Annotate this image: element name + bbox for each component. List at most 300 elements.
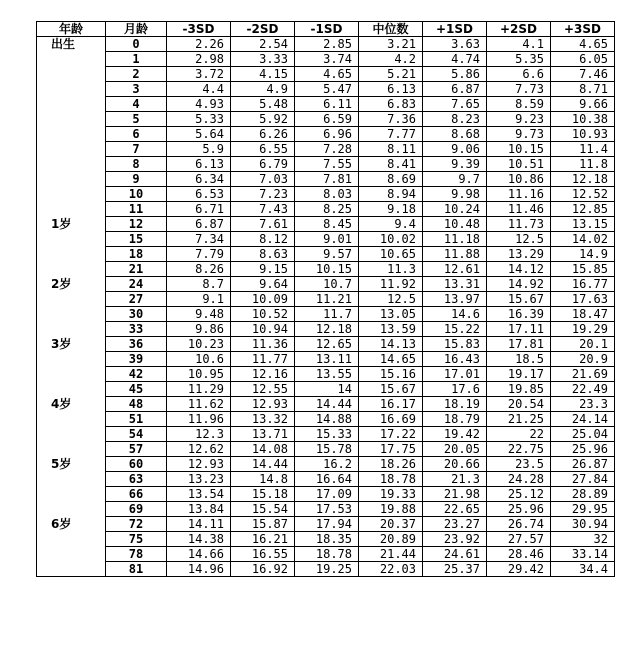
value-median: 19.33 [359, 487, 423, 502]
age-label [37, 352, 106, 367]
value-minus-3sd: 2.98 [167, 52, 231, 67]
value-minus-2sd: 7.23 [231, 187, 295, 202]
value-median: 16.69 [359, 412, 423, 427]
value-minus-1sd: 15.78 [295, 442, 359, 457]
value-minus-1sd: 14 [295, 382, 359, 397]
value-plus-1sd: 18.19 [423, 397, 487, 412]
value-plus-2sd: 4.1 [487, 37, 551, 52]
age-label [37, 292, 106, 307]
table-row [37, 427, 615, 442]
month-cell: 27 [106, 292, 167, 307]
age-label [37, 127, 106, 142]
table-row [37, 232, 615, 247]
value-minus-1sd: 4.65 [295, 67, 359, 82]
value-plus-2sd: 19.85 [487, 382, 551, 397]
value-minus-1sd: 10.15 [295, 262, 359, 277]
value-median: 8.11 [359, 142, 423, 157]
value-plus-1sd: 17.6 [423, 382, 487, 397]
value-plus-2sd: 25.96 [487, 502, 551, 517]
month-cell: 63 [106, 472, 167, 487]
value-minus-2sd: 14.08 [231, 442, 295, 457]
value-plus-2sd: 17.81 [487, 337, 551, 352]
table-row [37, 52, 615, 67]
value-plus-3sd: 9.66 [551, 97, 615, 112]
value-plus-2sd: 5.35 [487, 52, 551, 67]
month-cell: 36 [106, 337, 167, 352]
value-plus-2sd: 10.15 [487, 142, 551, 157]
age-label [37, 412, 106, 427]
value-minus-3sd: 14.11 [167, 517, 231, 532]
value-plus-3sd: 10.93 [551, 127, 615, 142]
month-cell: 6 [106, 127, 167, 142]
value-median: 22.03 [359, 562, 423, 577]
value-plus-3sd: 19.29 [551, 322, 615, 337]
value-plus-2sd: 26.74 [487, 517, 551, 532]
value-plus-2sd: 25.12 [487, 487, 551, 502]
table-row [37, 547, 615, 562]
value-plus-2sd: 18.5 [487, 352, 551, 367]
value-minus-3sd: 9.86 [167, 322, 231, 337]
value-minus-2sd: 10.94 [231, 322, 295, 337]
table-row [37, 97, 615, 112]
table-row [37, 382, 615, 397]
month-cell: 51 [106, 412, 167, 427]
table-row [37, 532, 615, 547]
value-minus-3sd: 11.62 [167, 397, 231, 412]
value-plus-1sd: 24.61 [423, 547, 487, 562]
value-minus-3sd: 5.9 [167, 142, 231, 157]
value-median: 21.44 [359, 547, 423, 562]
value-plus-1sd: 13.31 [423, 277, 487, 292]
table-row [37, 307, 615, 322]
value-plus-1sd: 10.48 [423, 217, 487, 232]
table-row [37, 37, 615, 52]
value-minus-1sd: 3.74 [295, 52, 359, 67]
month-cell: 3 [106, 82, 167, 97]
value-minus-2sd: 7.61 [231, 217, 295, 232]
value-minus-2sd: 16.21 [231, 532, 295, 547]
value-plus-3sd: 23.3 [551, 397, 615, 412]
value-minus-1sd: 19.25 [295, 562, 359, 577]
value-plus-3sd: 20.9 [551, 352, 615, 367]
value-minus-3sd: 5.33 [167, 112, 231, 127]
value-plus-2sd: 14.92 [487, 277, 551, 292]
month-cell: 39 [106, 352, 167, 367]
month-cell: 33 [106, 322, 167, 337]
value-plus-2sd: 12.5 [487, 232, 551, 247]
value-plus-1sd: 11.18 [423, 232, 487, 247]
table-row [37, 67, 615, 82]
value-minus-3sd: 8.26 [167, 262, 231, 277]
table-row [37, 112, 615, 127]
value-plus-3sd: 25.96 [551, 442, 615, 457]
age-label [37, 427, 106, 442]
value-plus-3sd: 26.87 [551, 457, 615, 472]
age-label [37, 532, 106, 547]
value-median: 20.89 [359, 532, 423, 547]
value-minus-1sd: 12.18 [295, 322, 359, 337]
value-minus-1sd: 12.65 [295, 337, 359, 352]
value-plus-2sd: 23.5 [487, 457, 551, 472]
value-plus-1sd: 10.24 [423, 202, 487, 217]
age-label [37, 97, 106, 112]
value-median: 14.65 [359, 352, 423, 367]
value-minus-3sd: 12.93 [167, 457, 231, 472]
value-median: 7.77 [359, 127, 423, 142]
value-plus-1sd: 8.68 [423, 127, 487, 142]
value-plus-2sd: 7.73 [487, 82, 551, 97]
value-median: 6.83 [359, 97, 423, 112]
value-plus-1sd: 21.3 [423, 472, 487, 487]
value-plus-3sd: 28.89 [551, 487, 615, 502]
value-plus-3sd: 15.85 [551, 262, 615, 277]
age-label [37, 52, 106, 67]
value-plus-2sd: 6.6 [487, 67, 551, 82]
value-minus-2sd: 2.54 [231, 37, 295, 52]
value-plus-3sd: 8.71 [551, 82, 615, 97]
value-plus-2sd: 20.54 [487, 397, 551, 412]
value-minus-1sd: 17.94 [295, 517, 359, 532]
value-plus-2sd: 27.57 [487, 532, 551, 547]
value-minus-1sd: 15.33 [295, 427, 359, 442]
value-median: 13.05 [359, 307, 423, 322]
value-plus-3sd: 33.14 [551, 547, 615, 562]
value-minus-3sd: 6.87 [167, 217, 231, 232]
value-plus-3sd: 34.4 [551, 562, 615, 577]
value-median: 10.02 [359, 232, 423, 247]
value-plus-3sd: 11.8 [551, 157, 615, 172]
age-label: 3岁 [37, 337, 106, 352]
month-cell: 12 [106, 217, 167, 232]
table-row [37, 457, 615, 472]
value-minus-2sd: 14.44 [231, 457, 295, 472]
value-minus-3sd: 14.96 [167, 562, 231, 577]
value-minus-2sd: 12.16 [231, 367, 295, 382]
month-cell: 60 [106, 457, 167, 472]
value-plus-2sd: 22 [487, 427, 551, 442]
table-row [37, 202, 615, 217]
header-row [37, 22, 615, 37]
value-minus-2sd: 13.32 [231, 412, 295, 427]
value-minus-3sd: 14.66 [167, 547, 231, 562]
value-minus-1sd: 2.85 [295, 37, 359, 52]
value-plus-2sd: 9.23 [487, 112, 551, 127]
value-plus-2sd: 19.17 [487, 367, 551, 382]
value-plus-1sd: 22.65 [423, 502, 487, 517]
month-cell: 15 [106, 232, 167, 247]
age-label: 6岁 [37, 517, 106, 532]
age-label [37, 232, 106, 247]
value-minus-2sd: 11.77 [231, 352, 295, 367]
value-minus-2sd: 8.63 [231, 247, 295, 262]
value-minus-3sd: 10.23 [167, 337, 231, 352]
age-label [37, 472, 106, 487]
value-plus-3sd: 14.02 [551, 232, 615, 247]
age-label [37, 157, 106, 172]
value-plus-1sd: 9.7 [423, 172, 487, 187]
value-minus-3sd: 5.64 [167, 127, 231, 142]
month-cell: 21 [106, 262, 167, 277]
age-label [37, 442, 106, 457]
age-label [37, 187, 106, 202]
table-row [37, 292, 615, 307]
value-minus-3sd: 6.13 [167, 157, 231, 172]
age-label [37, 562, 106, 577]
value-median: 8.41 [359, 157, 423, 172]
value-median: 11.3 [359, 262, 423, 277]
table-row [37, 157, 615, 172]
table-row [37, 322, 615, 337]
value-plus-1sd: 21.98 [423, 487, 487, 502]
age-label [37, 247, 106, 262]
value-median: 3.21 [359, 37, 423, 52]
value-plus-3sd: 14.9 [551, 247, 615, 262]
table-row [37, 562, 615, 577]
value-plus-3sd: 27.84 [551, 472, 615, 487]
table-row [37, 517, 615, 532]
value-minus-1sd: 13.55 [295, 367, 359, 382]
value-minus-3sd: 13.84 [167, 502, 231, 517]
table-row [37, 82, 615, 97]
age-label [37, 547, 106, 562]
value-minus-2sd: 16.55 [231, 547, 295, 562]
value-plus-2sd: 21.25 [487, 412, 551, 427]
value-plus-1sd: 11.88 [423, 247, 487, 262]
value-median: 4.2 [359, 52, 423, 67]
age-label [37, 382, 106, 397]
value-median: 6.13 [359, 82, 423, 97]
month-cell: 18 [106, 247, 167, 262]
value-median: 5.21 [359, 67, 423, 82]
value-minus-3sd: 6.34 [167, 172, 231, 187]
age-label [37, 322, 106, 337]
value-minus-1sd: 18.35 [295, 532, 359, 547]
age-label [37, 142, 106, 157]
month-cell: 75 [106, 532, 167, 547]
value-plus-1sd: 17.01 [423, 367, 487, 382]
header-month: 月龄 [106, 22, 167, 37]
value-minus-1sd: 7.81 [295, 172, 359, 187]
value-plus-1sd: 15.22 [423, 322, 487, 337]
value-plus-1sd: 4.74 [423, 52, 487, 67]
value-plus-1sd: 12.61 [423, 262, 487, 277]
value-minus-2sd: 16.92 [231, 562, 295, 577]
table-row [37, 127, 615, 142]
month-cell: 5 [106, 112, 167, 127]
value-plus-1sd: 6.87 [423, 82, 487, 97]
value-plus-3sd: 29.95 [551, 502, 615, 517]
header-plus-1sd: +1SD [423, 22, 487, 37]
header-age: 年龄 [37, 22, 106, 37]
month-cell: 42 [106, 367, 167, 382]
weight-for-age-table [36, 21, 615, 577]
table-row [37, 487, 615, 502]
value-minus-2sd: 12.55 [231, 382, 295, 397]
value-minus-1sd: 11.7 [295, 307, 359, 322]
value-minus-3sd: 8.7 [167, 277, 231, 292]
value-minus-1sd: 14.44 [295, 397, 359, 412]
value-minus-1sd: 6.96 [295, 127, 359, 142]
value-minus-1sd: 6.11 [295, 97, 359, 112]
month-cell: 54 [106, 427, 167, 442]
age-label: 4岁 [37, 397, 106, 412]
month-cell: 72 [106, 517, 167, 532]
value-minus-1sd: 14.88 [295, 412, 359, 427]
month-cell: 9 [106, 172, 167, 187]
month-cell: 57 [106, 442, 167, 457]
age-label [37, 262, 106, 277]
value-median: 16.17 [359, 397, 423, 412]
value-plus-3sd: 6.05 [551, 52, 615, 67]
header-median: 中位数 [359, 22, 423, 37]
value-plus-3sd: 16.77 [551, 277, 615, 292]
month-cell: 24 [106, 277, 167, 292]
value-median: 15.16 [359, 367, 423, 382]
month-cell: 78 [106, 547, 167, 562]
value-plus-1sd: 20.05 [423, 442, 487, 457]
value-minus-2sd: 9.15 [231, 262, 295, 277]
month-cell: 81 [106, 562, 167, 577]
value-plus-1sd: 13.97 [423, 292, 487, 307]
value-minus-1sd: 9.01 [295, 232, 359, 247]
value-plus-3sd: 25.04 [551, 427, 615, 442]
age-label [37, 502, 106, 517]
value-plus-2sd: 10.51 [487, 157, 551, 172]
value-minus-1sd: 9.57 [295, 247, 359, 262]
month-cell: 66 [106, 487, 167, 502]
value-minus-2sd: 7.03 [231, 172, 295, 187]
value-plus-3sd: 7.46 [551, 67, 615, 82]
header-minus-1sd: -1SD [295, 22, 359, 37]
table-row [37, 172, 615, 187]
value-plus-2sd: 22.75 [487, 442, 551, 457]
month-cell: 8 [106, 157, 167, 172]
table-row [37, 217, 615, 232]
value-minus-1sd: 16.64 [295, 472, 359, 487]
value-plus-1sd: 5.86 [423, 67, 487, 82]
value-minus-1sd: 8.45 [295, 217, 359, 232]
value-minus-1sd: 10.7 [295, 277, 359, 292]
age-label: 5岁 [37, 457, 106, 472]
month-cell: 45 [106, 382, 167, 397]
value-minus-3sd: 3.72 [167, 67, 231, 82]
value-minus-3sd: 12.3 [167, 427, 231, 442]
table-row [37, 142, 615, 157]
value-minus-3sd: 4.93 [167, 97, 231, 112]
age-label [37, 67, 106, 82]
table-row [37, 442, 615, 457]
value-minus-3sd: 7.34 [167, 232, 231, 247]
age-label [37, 202, 106, 217]
table-row [37, 337, 615, 352]
value-minus-2sd: 11.36 [231, 337, 295, 352]
value-median: 18.26 [359, 457, 423, 472]
value-plus-3sd: 22.49 [551, 382, 615, 397]
month-cell: 48 [106, 397, 167, 412]
value-median: 14.13 [359, 337, 423, 352]
value-plus-2sd: 11.73 [487, 217, 551, 232]
value-plus-1sd: 14.6 [423, 307, 487, 322]
value-plus-2sd: 28.46 [487, 547, 551, 562]
value-minus-1sd: 16.2 [295, 457, 359, 472]
age-label: 出生 [37, 37, 106, 52]
value-plus-1sd: 3.63 [423, 37, 487, 52]
value-plus-2sd: 16.39 [487, 307, 551, 322]
value-plus-2sd: 11.46 [487, 202, 551, 217]
header-minus-3sd: -3SD [167, 22, 231, 37]
value-minus-1sd: 7.28 [295, 142, 359, 157]
value-minus-1sd: 17.09 [295, 487, 359, 502]
value-plus-1sd: 8.23 [423, 112, 487, 127]
value-median: 8.69 [359, 172, 423, 187]
table-row [37, 352, 615, 367]
value-minus-1sd: 8.03 [295, 187, 359, 202]
value-plus-1sd: 9.98 [423, 187, 487, 202]
table-row [37, 187, 615, 202]
value-minus-2sd: 15.87 [231, 517, 295, 532]
table-row [37, 472, 615, 487]
month-cell: 7 [106, 142, 167, 157]
value-plus-3sd: 24.14 [551, 412, 615, 427]
value-plus-3sd: 32 [551, 532, 615, 547]
value-median: 7.36 [359, 112, 423, 127]
value-minus-2sd: 5.92 [231, 112, 295, 127]
value-minus-2sd: 6.26 [231, 127, 295, 142]
value-minus-2sd: 6.79 [231, 157, 295, 172]
value-plus-3sd: 4.65 [551, 37, 615, 52]
value-plus-3sd: 11.4 [551, 142, 615, 157]
value-minus-2sd: 8.12 [231, 232, 295, 247]
value-median: 18.78 [359, 472, 423, 487]
value-minus-3sd: 7.79 [167, 247, 231, 262]
value-minus-2sd: 15.54 [231, 502, 295, 517]
value-median: 9.4 [359, 217, 423, 232]
table-row [37, 412, 615, 427]
value-median: 11.92 [359, 277, 423, 292]
value-minus-3sd: 9.48 [167, 307, 231, 322]
value-plus-2sd: 11.16 [487, 187, 551, 202]
month-cell: 11 [106, 202, 167, 217]
value-minus-1sd: 17.53 [295, 502, 359, 517]
value-minus-1sd: 8.25 [295, 202, 359, 217]
value-minus-2sd: 5.48 [231, 97, 295, 112]
table-row [37, 397, 615, 412]
table-row [37, 502, 615, 517]
value-median: 19.88 [359, 502, 423, 517]
header-minus-2sd: -2SD [231, 22, 295, 37]
value-minus-3sd: 13.23 [167, 472, 231, 487]
value-minus-2sd: 9.64 [231, 277, 295, 292]
value-minus-1sd: 7.55 [295, 157, 359, 172]
month-cell: 4 [106, 97, 167, 112]
value-minus-1sd: 6.59 [295, 112, 359, 127]
value-plus-1sd: 23.92 [423, 532, 487, 547]
month-cell: 69 [106, 502, 167, 517]
value-median: 17.22 [359, 427, 423, 442]
table-row [37, 277, 615, 292]
month-cell: 1 [106, 52, 167, 67]
value-plus-3sd: 12.52 [551, 187, 615, 202]
header-plus-3sd: +3SD [551, 22, 615, 37]
value-plus-3sd: 18.47 [551, 307, 615, 322]
value-plus-1sd: 7.65 [423, 97, 487, 112]
header-plus-2sd: +2SD [487, 22, 551, 37]
value-plus-1sd: 16.43 [423, 352, 487, 367]
value-minus-2sd: 4.9 [231, 82, 295, 97]
age-label: 2岁 [37, 277, 106, 292]
value-minus-3sd: 12.62 [167, 442, 231, 457]
value-minus-3sd: 13.54 [167, 487, 231, 502]
